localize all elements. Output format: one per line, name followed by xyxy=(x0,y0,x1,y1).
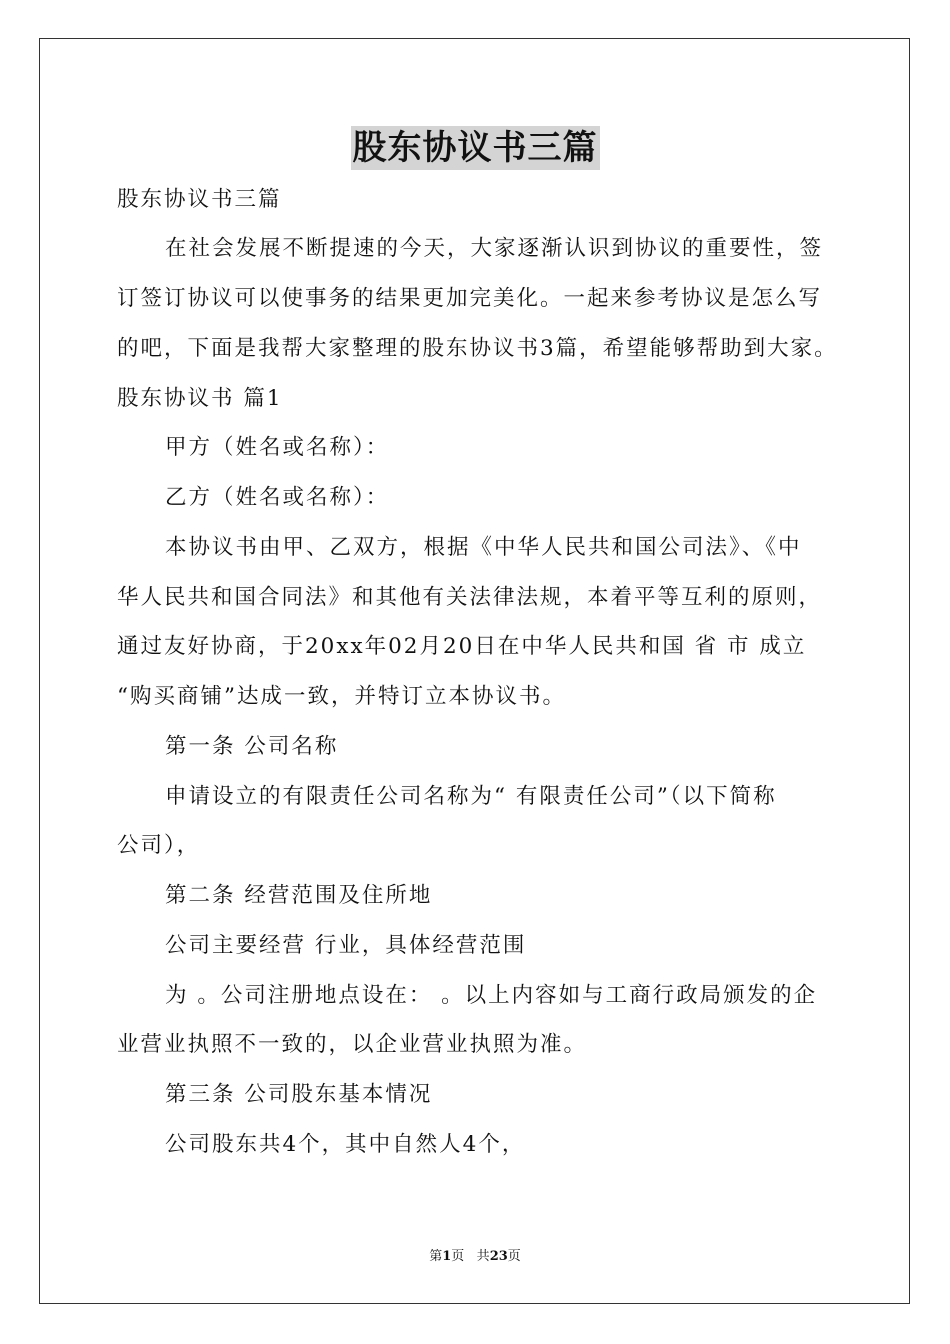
page-footer xyxy=(0,1248,950,1266)
article-heading: 第三条 公司股东基本情况 xyxy=(165,1082,433,1107)
paragraph-line: 业营业执照不一致的，以企业营业执照为准。 xyxy=(117,1032,588,1057)
title-container xyxy=(0,126,950,170)
party-b-line: 乙方（姓名或名称）： xyxy=(165,485,390,510)
paragraph-line: 通过友好协商，于20xx年02月20日在中华人民共和国 省 市 成立 xyxy=(117,634,807,659)
paragraph-line: 为 。公司注册地点设在： 。以上内容如与工商行政局颁发的企 xyxy=(165,983,818,1008)
paragraph-line: 本协议书由甲、乙双方，根据《中华人民共和国公司法》、《中 xyxy=(165,535,802,560)
paragraph-line: 华人民共和国合同法》和其他有关法律法规，本着平等互利的原则， xyxy=(117,585,823,610)
party-a-line: 甲方（姓名或名称）： xyxy=(165,435,390,460)
paragraph-line: 申请设立的有限责任公司名称为“ 有限责任公司”（以下简称 xyxy=(165,784,777,809)
paragraph-line: “购买商铺”达成一致，并特订立本协议书。 xyxy=(117,684,566,709)
total-label-suffix: 页 xyxy=(507,1249,521,1264)
subtitle-line: 股东协议书三篇 xyxy=(117,187,282,212)
paragraph-line: 订签订协议可以使事务的结果更加完美化。一起来参考协议是怎么写 xyxy=(117,286,823,311)
current-page-number: 1 xyxy=(442,1249,452,1264)
article-heading: 第一条 公司名称 xyxy=(165,734,339,759)
paragraph-line: 在社会发展不断提速的今天，大家逐渐认识到协议的重要性，签 xyxy=(165,236,824,261)
paragraph-line: 公司）， xyxy=(117,833,201,858)
page-label-prefix: 第 xyxy=(429,1249,443,1264)
document-title: 股东协议书三篇 xyxy=(352,128,598,168)
section-heading: 股东协议书 篇1 xyxy=(117,386,283,411)
total-label-prefix: 共 xyxy=(476,1249,490,1264)
paragraph-line: 公司主要经营 行业，具体经营范围 xyxy=(165,933,527,958)
article-heading: 第二条 经营范围及住所地 xyxy=(165,883,433,908)
total-page-count: 23 xyxy=(489,1249,508,1264)
page-border xyxy=(39,38,910,1304)
paragraph-line: 公司股东共4个，其中自然人4个， xyxy=(165,1132,526,1157)
paragraph-line: 的吧，下面是我帮大家整理的股东协议书3篇，希望能够帮助到大家。 xyxy=(117,336,838,361)
page-label-suffix: 页 xyxy=(451,1249,465,1264)
